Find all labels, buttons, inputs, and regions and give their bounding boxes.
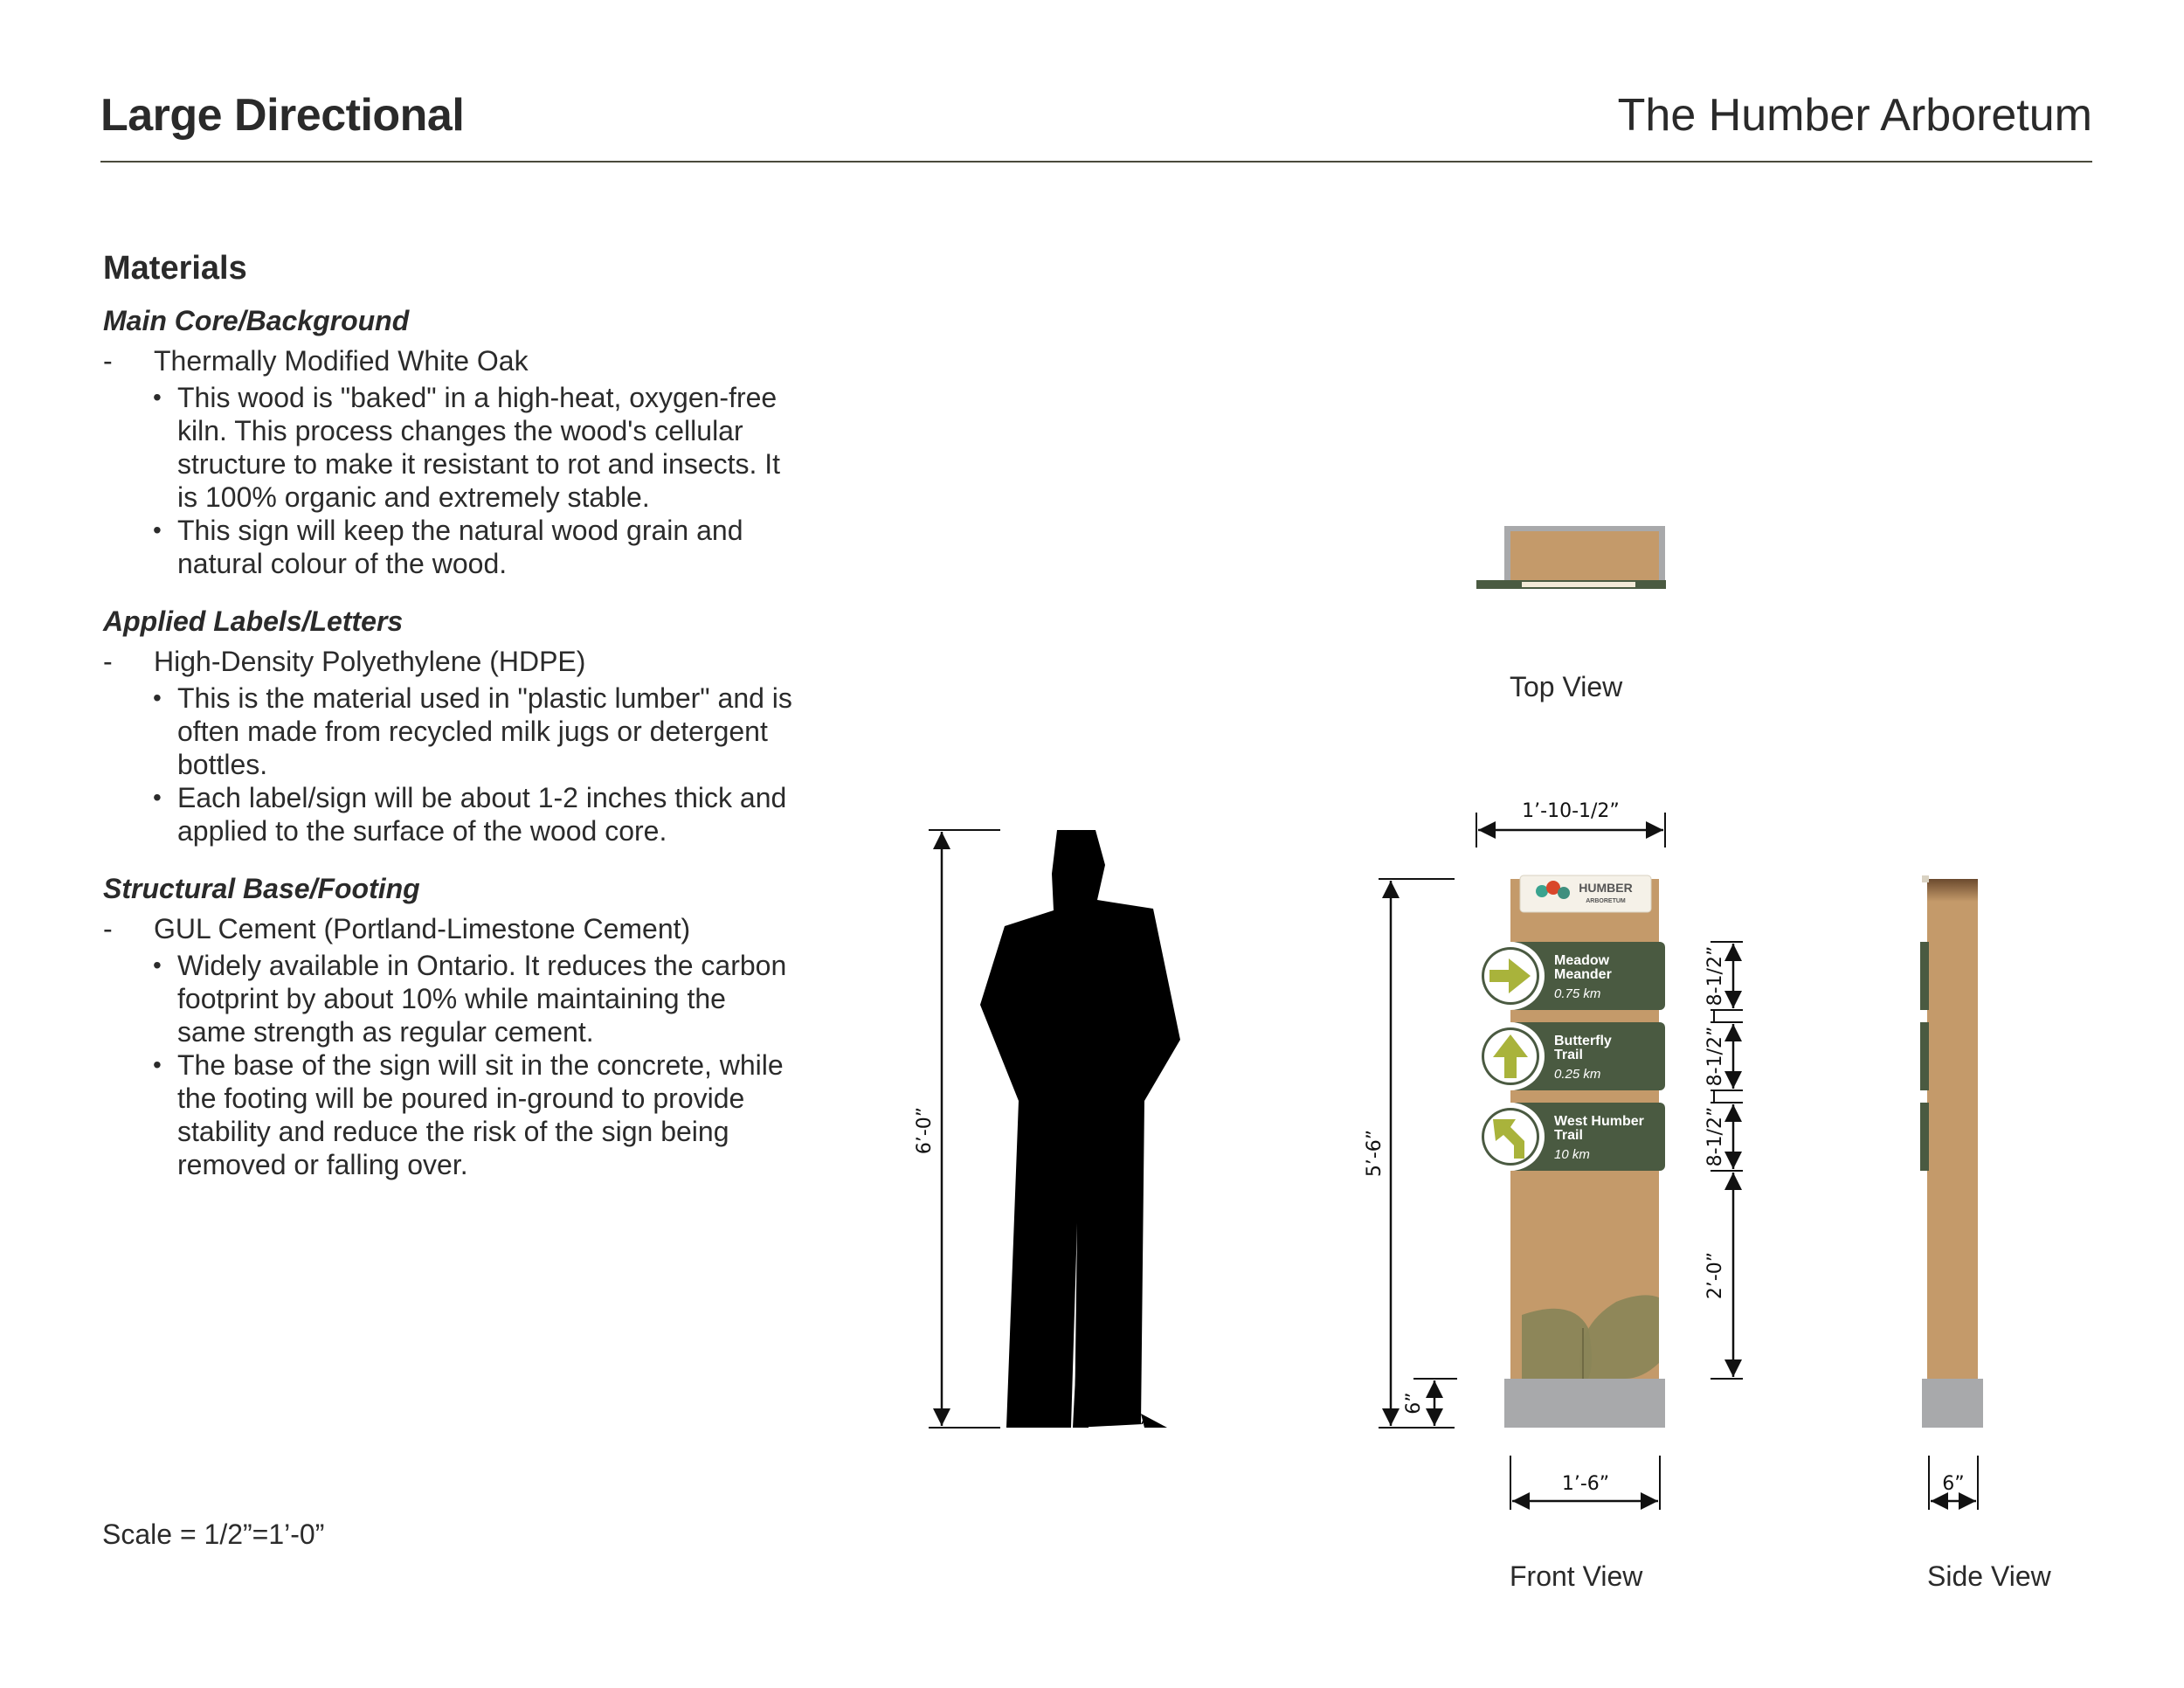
base-width-label: 1’-6” (1561, 1473, 1610, 1495)
side-label-3 (1920, 1103, 1929, 1171)
direction-sign-1 (1476, 942, 1665, 1010)
tree-icon (1558, 887, 1570, 899)
materials-title: Materials (103, 250, 247, 287)
bullet-item: • Each label/sign will be about 1-2 inches thick and applied to the surface of the wood core. (177, 781, 802, 847)
label-spacing-3: 8-1/2” (1704, 1106, 1726, 1167)
sign-3-distance: 10 km (1554, 1147, 1590, 1162)
top-view-logo-edge (1522, 582, 1635, 587)
side-concrete-base (1922, 1379, 1983, 1428)
sign-3-line1: West Humber (1554, 1114, 1644, 1129)
side-label-1 (1920, 942, 1929, 1010)
organization-name: The Humber Arboretum (1617, 90, 2092, 141)
bullet-item: • This is the material used in "plastic lumber" and is often made from recycled milk jugs or detergent bottles. (177, 681, 802, 781)
side-logo-edge (1922, 875, 1929, 882)
page-title: Large Directional (100, 90, 465, 141)
side-width-label: 6” (1942, 1473, 1965, 1495)
front-view (1364, 800, 1743, 1510)
sign-2-distance: 0.25 km (1554, 1067, 1601, 1082)
material-item-core: - Thermally Modified White Oak (103, 344, 802, 377)
top-width-label: 1’-10-1/2” (1522, 800, 1620, 822)
sign-2-line2: Trail (1554, 1048, 1583, 1062)
side-post-wood (1927, 879, 1978, 1380)
person-silhouette (914, 830, 1180, 1428)
front-view-caption: Front View (1510, 1560, 1643, 1592)
logo-line1: HUMBER (1579, 881, 1633, 895)
sign-height-label: 5’-6” (1364, 1129, 1386, 1178)
concrete-base (1504, 1379, 1665, 1428)
bullet-item: • Widely available in Ontario. It reduces the carbon footprint by about 10% while maintaining the same strength as regular cement. (177, 949, 802, 1048)
bullet-item: • The base of the sign will sit in the concrete, while the footing will be poured in-ground to provide stability and reduce the risk of the sign being removed or falling over. (177, 1048, 802, 1181)
base-height-label: 6” (1403, 1392, 1425, 1415)
direction-sign-3 (1476, 1103, 1665, 1171)
sign-2-line1: Butterfly (1554, 1034, 1612, 1048)
material-item-labels: - High-Density Polyethylene (HDPE) (103, 645, 802, 678)
bullet-item: • This sign will keep the natural wood grain and natural colour of the wood. (177, 514, 802, 580)
sign-1-distance: 0.75 km (1554, 986, 1601, 1001)
sign-3-line2: Trail (1554, 1128, 1583, 1143)
bullet-item: • This wood is "baked" in a high-heat, oxygen-free kiln. This process changes the wood's cellular structure to make it resistant to rot and insects. It is 100% organic and extremely stable. (177, 381, 802, 514)
sign-1-line2: Meander (1554, 967, 1612, 982)
section-heading-base: Structural Base/Footing (103, 873, 420, 904)
top-view-caption: Top View (1510, 671, 1623, 702)
side-label-2 (1920, 1022, 1929, 1090)
section-heading-core: Main Core/Background (103, 305, 410, 336)
lower-height-label: 2’-0” (1704, 1251, 1726, 1300)
side-view-caption: Side View (1927, 1560, 2051, 1592)
scale-note: Scale = 1/2”=1’-0” (102, 1519, 325, 1550)
top-view-wood (1510, 531, 1659, 584)
label-spacing-2: 8-1/2” (1704, 1026, 1726, 1087)
top-view (1476, 526, 1666, 589)
direction-sign-2 (1476, 1022, 1665, 1090)
tree-icon (1536, 885, 1548, 897)
sign-1-line1: Meadow (1554, 953, 1610, 968)
person-height-label: 6’-0” (914, 1106, 936, 1155)
side-view (1920, 875, 1983, 1510)
logo-line2: ARBORETUM (1586, 898, 1626, 904)
section-heading-labels: Applied Labels/Letters (103, 605, 404, 637)
label-spacing-1: 8-1/2” (1704, 945, 1726, 1007)
material-item-base: - GUL Cement (Portland-Limestone Cement) (103, 912, 802, 945)
